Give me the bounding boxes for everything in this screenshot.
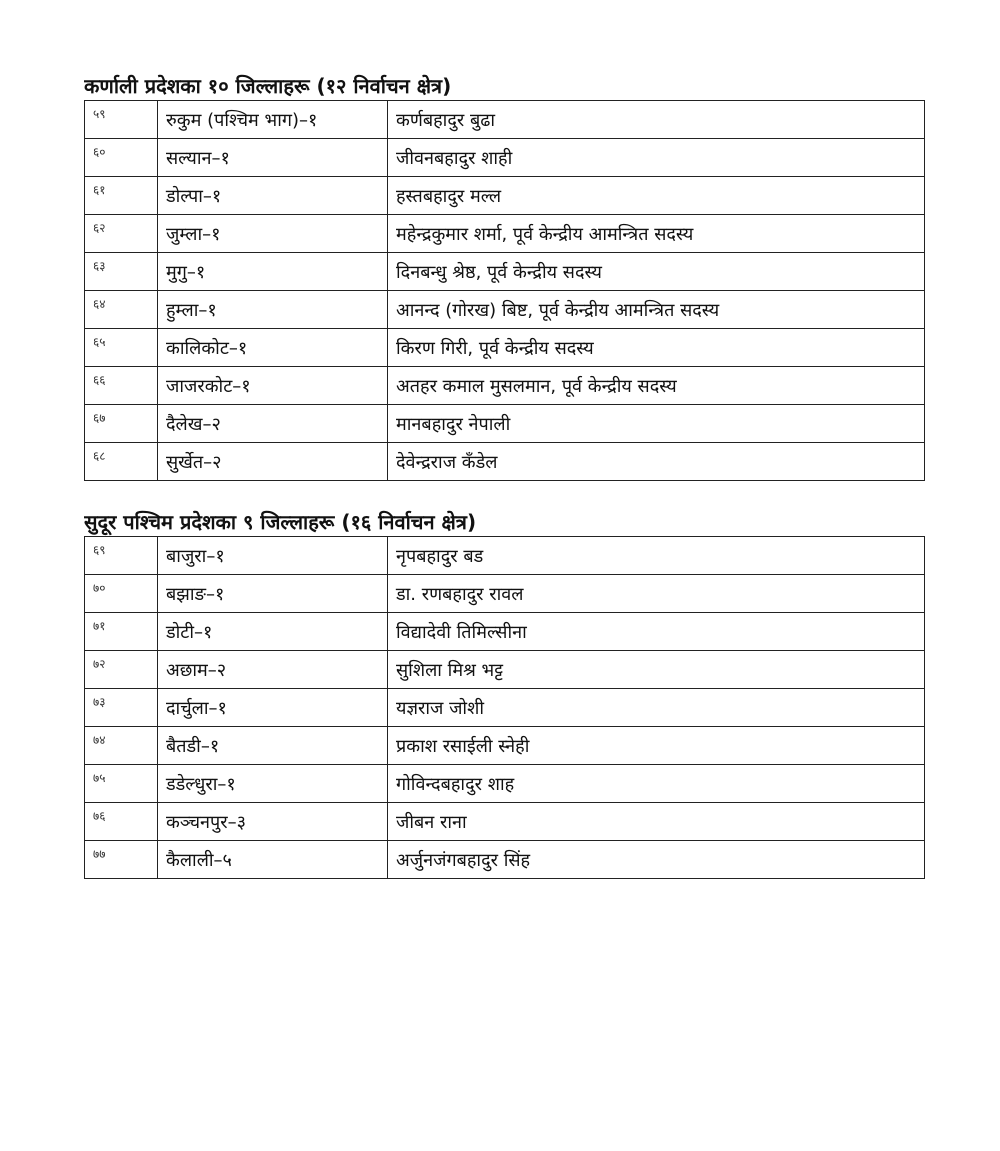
constituency-cell: डोटी–१ — [158, 613, 388, 651]
candidate-name-cell: डा. रणबहादुर रावल — [388, 575, 925, 613]
constituency-cell: हुम्ला–१ — [158, 291, 388, 329]
karnali-section — [84, 72, 925, 481]
serial-number-cell: ६४ — [85, 291, 158, 329]
candidate-name-cell: कर्णबहादुर बुढा — [388, 101, 925, 139]
serial-number-cell: ५९ — [85, 101, 158, 139]
serial-number-cell: ७३ — [85, 689, 158, 727]
candidate-name-cell: यज्ञराज जोशी — [388, 689, 925, 727]
serial-number-cell: ६७ — [85, 405, 158, 443]
candidate-name-cell: देवेन्द्रराज कँडेल — [388, 443, 925, 481]
table-body — [85, 101, 925, 481]
candidate-table — [84, 100, 925, 481]
table-row — [85, 537, 925, 575]
serial-number-cell: ७० — [85, 575, 158, 613]
constituency-cell: कैलाली–५ — [158, 841, 388, 879]
candidate-name-cell: अतहर कमाल मुसलमान, पूर्व केन्द्रीय सदस्य — [388, 367, 925, 405]
serial-number-cell: ६२ — [85, 215, 158, 253]
candidate-name-cell: गोविन्दबहादुर शाह — [388, 765, 925, 803]
constituency-cell: दार्चुला–१ — [158, 689, 388, 727]
constituency-cell: डडेल्धुरा–१ — [158, 765, 388, 803]
table-row — [85, 613, 925, 651]
table-row — [85, 291, 925, 329]
candidate-name-cell: सुशिला मिश्र भट्ट — [388, 651, 925, 689]
candidate-name-cell: आनन्द (गोरख) बिष्ट, पूर्व केन्द्रीय आमन्त्रित सदस्य — [388, 291, 925, 329]
table-row — [85, 177, 925, 215]
serial-number-cell: ७२ — [85, 651, 158, 689]
table-row — [85, 139, 925, 177]
table-body — [85, 537, 925, 879]
serial-number-cell: ७७ — [85, 841, 158, 879]
serial-number-cell: ७४ — [85, 727, 158, 765]
table-row — [85, 253, 925, 291]
candidate-name-cell: मानबहादुर नेपाली — [388, 405, 925, 443]
table-row — [85, 367, 925, 405]
candidate-name-cell: नृपबहादुर बड — [388, 537, 925, 575]
constituency-cell: अछाम–२ — [158, 651, 388, 689]
candidate-name-cell: जीबन राना — [388, 803, 925, 841]
table-row — [85, 689, 925, 727]
serial-number-cell: ६१ — [85, 177, 158, 215]
candidate-name-cell: प्रकाश रसाईली स्नेही — [388, 727, 925, 765]
serial-number-cell: ६० — [85, 139, 158, 177]
constituency-cell: सुर्खेत–२ — [158, 443, 388, 481]
constituency-cell: कञ्चनपुर–३ — [158, 803, 388, 841]
candidate-name-cell: दिनबन्धु श्रेष्ठ, पूर्व केन्द्रीय सदस्य — [388, 253, 925, 291]
table-row — [85, 405, 925, 443]
candidate-name-cell: अर्जुनजंगबहादुर सिंह — [388, 841, 925, 879]
section-heading: सुदूर पश्चिम प्रदेशका ९ जिल्लाहरू (१६ निर्वाचन क्षेत्र) — [84, 510, 477, 534]
table-row — [85, 841, 925, 879]
candidate-name-cell: महेन्द्रकुमार शर्मा, पूर्व केन्द्रीय आमन्त्रित सदस्य — [388, 215, 925, 253]
serial-number-cell: ६६ — [85, 367, 158, 405]
constituency-cell: बाजुरा–१ — [158, 537, 388, 575]
candidate-name-cell: जीवनबहादुर शाही — [388, 139, 925, 177]
table-row — [85, 651, 925, 689]
table-row — [85, 215, 925, 253]
constituency-cell: कालिकोट–१ — [158, 329, 388, 367]
serial-number-cell: ६५ — [85, 329, 158, 367]
candidate-table — [84, 536, 925, 879]
constituency-cell: डोल्पा–१ — [158, 177, 388, 215]
serial-number-cell: ७१ — [85, 613, 158, 651]
sudurpaschim-section — [84, 508, 925, 879]
serial-number-cell: ६३ — [85, 253, 158, 291]
candidate-name-cell: हस्तबहादुर मल्ल — [388, 177, 925, 215]
constituency-cell: जुम्ला–१ — [158, 215, 388, 253]
constituency-cell: दैलेख–२ — [158, 405, 388, 443]
table-row — [85, 765, 925, 803]
candidate-name-cell: किरण गिरी, पूर्व केन्द्रीय सदस्य — [388, 329, 925, 367]
constituency-cell: बझाङ–१ — [158, 575, 388, 613]
table-row — [85, 329, 925, 367]
table-row — [85, 727, 925, 765]
serial-number-cell: ६९ — [85, 537, 158, 575]
serial-number-cell: ७६ — [85, 803, 158, 841]
table-row — [85, 443, 925, 481]
serial-number-cell: ७५ — [85, 765, 158, 803]
constituency-cell: रुकुम (पश्चिम भाग)–१ — [158, 101, 388, 139]
constituency-cell: सल्यान–१ — [158, 139, 388, 177]
table-row — [85, 575, 925, 613]
section-heading: कर्णाली प्रदेशका १० जिल्लाहरू (१२ निर्वाचन क्षेत्र) — [84, 74, 452, 98]
table-row — [85, 803, 925, 841]
constituency-cell: मुगु–१ — [158, 253, 388, 291]
candidate-name-cell: विद्यादेवी तिमिल्सीना — [388, 613, 925, 651]
table-row — [85, 101, 925, 139]
serial-number-cell: ६८ — [85, 443, 158, 481]
constituency-cell: जाजरकोट–१ — [158, 367, 388, 405]
constituency-cell: बैतडी–१ — [158, 727, 388, 765]
